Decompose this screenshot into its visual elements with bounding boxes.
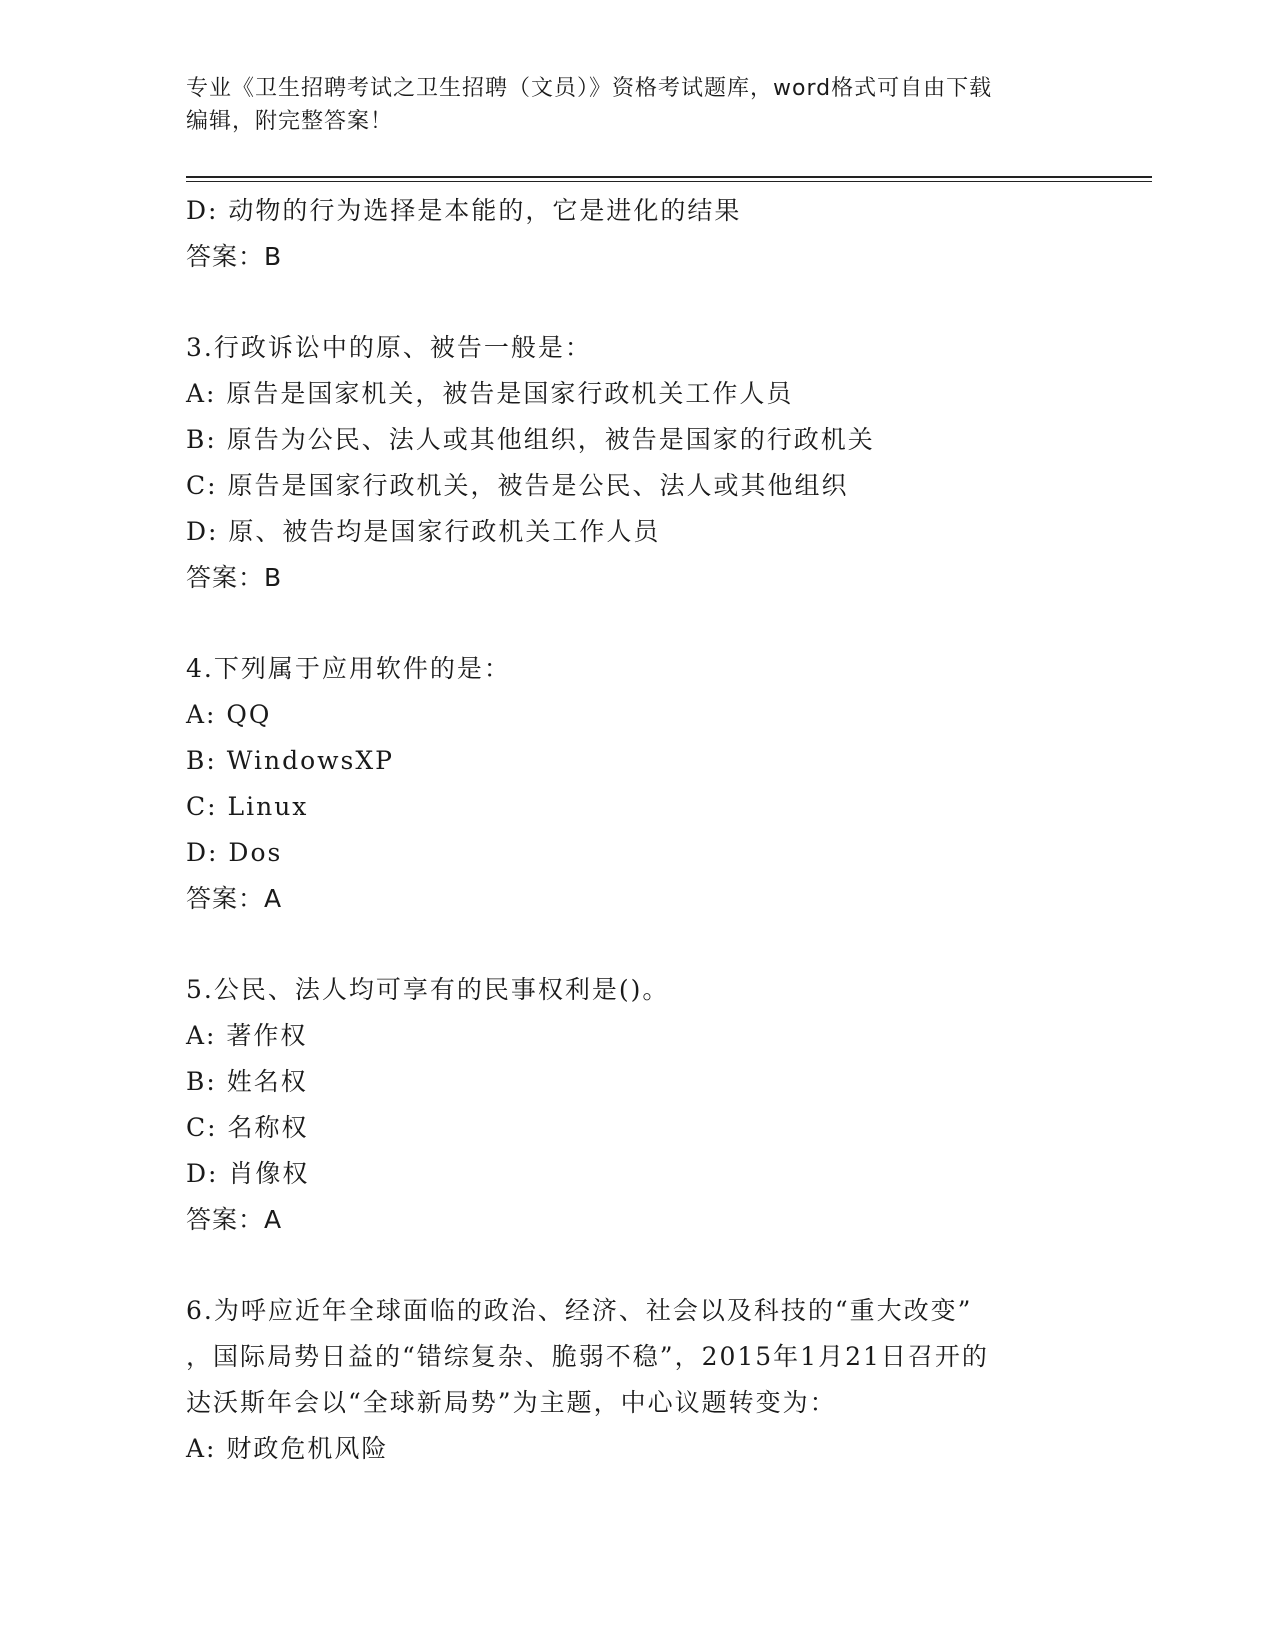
option-b: B: 原告为公民、法人或其他组织，被告是国家的行政机关 bbox=[186, 425, 875, 454]
answer-label: 答案：A bbox=[186, 884, 283, 913]
document-header bbox=[186, 72, 1076, 138]
option-d: D: Dos bbox=[186, 838, 283, 867]
question-3 bbox=[186, 325, 1086, 601]
option-a: A: 原告是国家机关，被告是国家行政机关工作人员 bbox=[186, 379, 794, 408]
header-line-2: 编辑，附完整答案！ bbox=[186, 109, 394, 134]
option-d: D: 肖像权 bbox=[186, 1159, 310, 1188]
question-stem-line-3: 达沃斯年会以“全球新局势”为主题，中心议题转变为： bbox=[186, 1388, 837, 1417]
header-line-1: 专业《卫生招聘考试之卫生招聘（文员）》资格考试题库，word格式可自由下载 bbox=[186, 76, 993, 101]
option-a: A: 财政危机风险 bbox=[186, 1434, 389, 1463]
option-c: C: 名称权 bbox=[186, 1113, 309, 1142]
question-6 bbox=[186, 1288, 1086, 1472]
option-a: A: QQ bbox=[186, 700, 272, 729]
option-c: C: 原告是国家行政机关，被告是公民、法人或其他组织 bbox=[186, 471, 849, 500]
option-d: D: 原、被告均是国家行政机关工作人员 bbox=[186, 517, 661, 546]
option-a: A: 著作权 bbox=[186, 1021, 308, 1050]
question-stem-line-2: ，国际局势日益的“错综复杂、脆弱不稳”，2015年1月21日召开的 bbox=[186, 1342, 989, 1371]
option-c: C: Linux bbox=[186, 792, 309, 821]
answer-label: 答案：B bbox=[186, 563, 283, 592]
answer-label: 答案：B bbox=[186, 242, 283, 271]
question-stem: 5.公民、法人均可享有的民事权利是()。 bbox=[186, 975, 670, 1004]
option-b: B: 姓名权 bbox=[186, 1067, 308, 1096]
question-list bbox=[186, 188, 1086, 1472]
question-stem: 4.下列属于应用软件的是： bbox=[186, 654, 511, 683]
question-2-tail bbox=[186, 188, 1086, 280]
option-b: B: WindowsXP bbox=[186, 746, 394, 775]
question-stem-line-1: 6.为呼应近年全球面临的政治、经济、社会以及科技的“重大改变” bbox=[186, 1296, 973, 1325]
question-stem: 3.行政诉讼中的原、被告一般是： bbox=[186, 333, 592, 362]
header-divider-thin bbox=[186, 181, 1152, 182]
header-divider-thick bbox=[186, 176, 1152, 178]
option-d: D: 动物的行为选择是本能的，它是进化的结果 bbox=[186, 196, 742, 225]
question-5 bbox=[186, 967, 1086, 1243]
answer-label: 答案：A bbox=[186, 1205, 283, 1234]
question-4 bbox=[186, 646, 1086, 922]
